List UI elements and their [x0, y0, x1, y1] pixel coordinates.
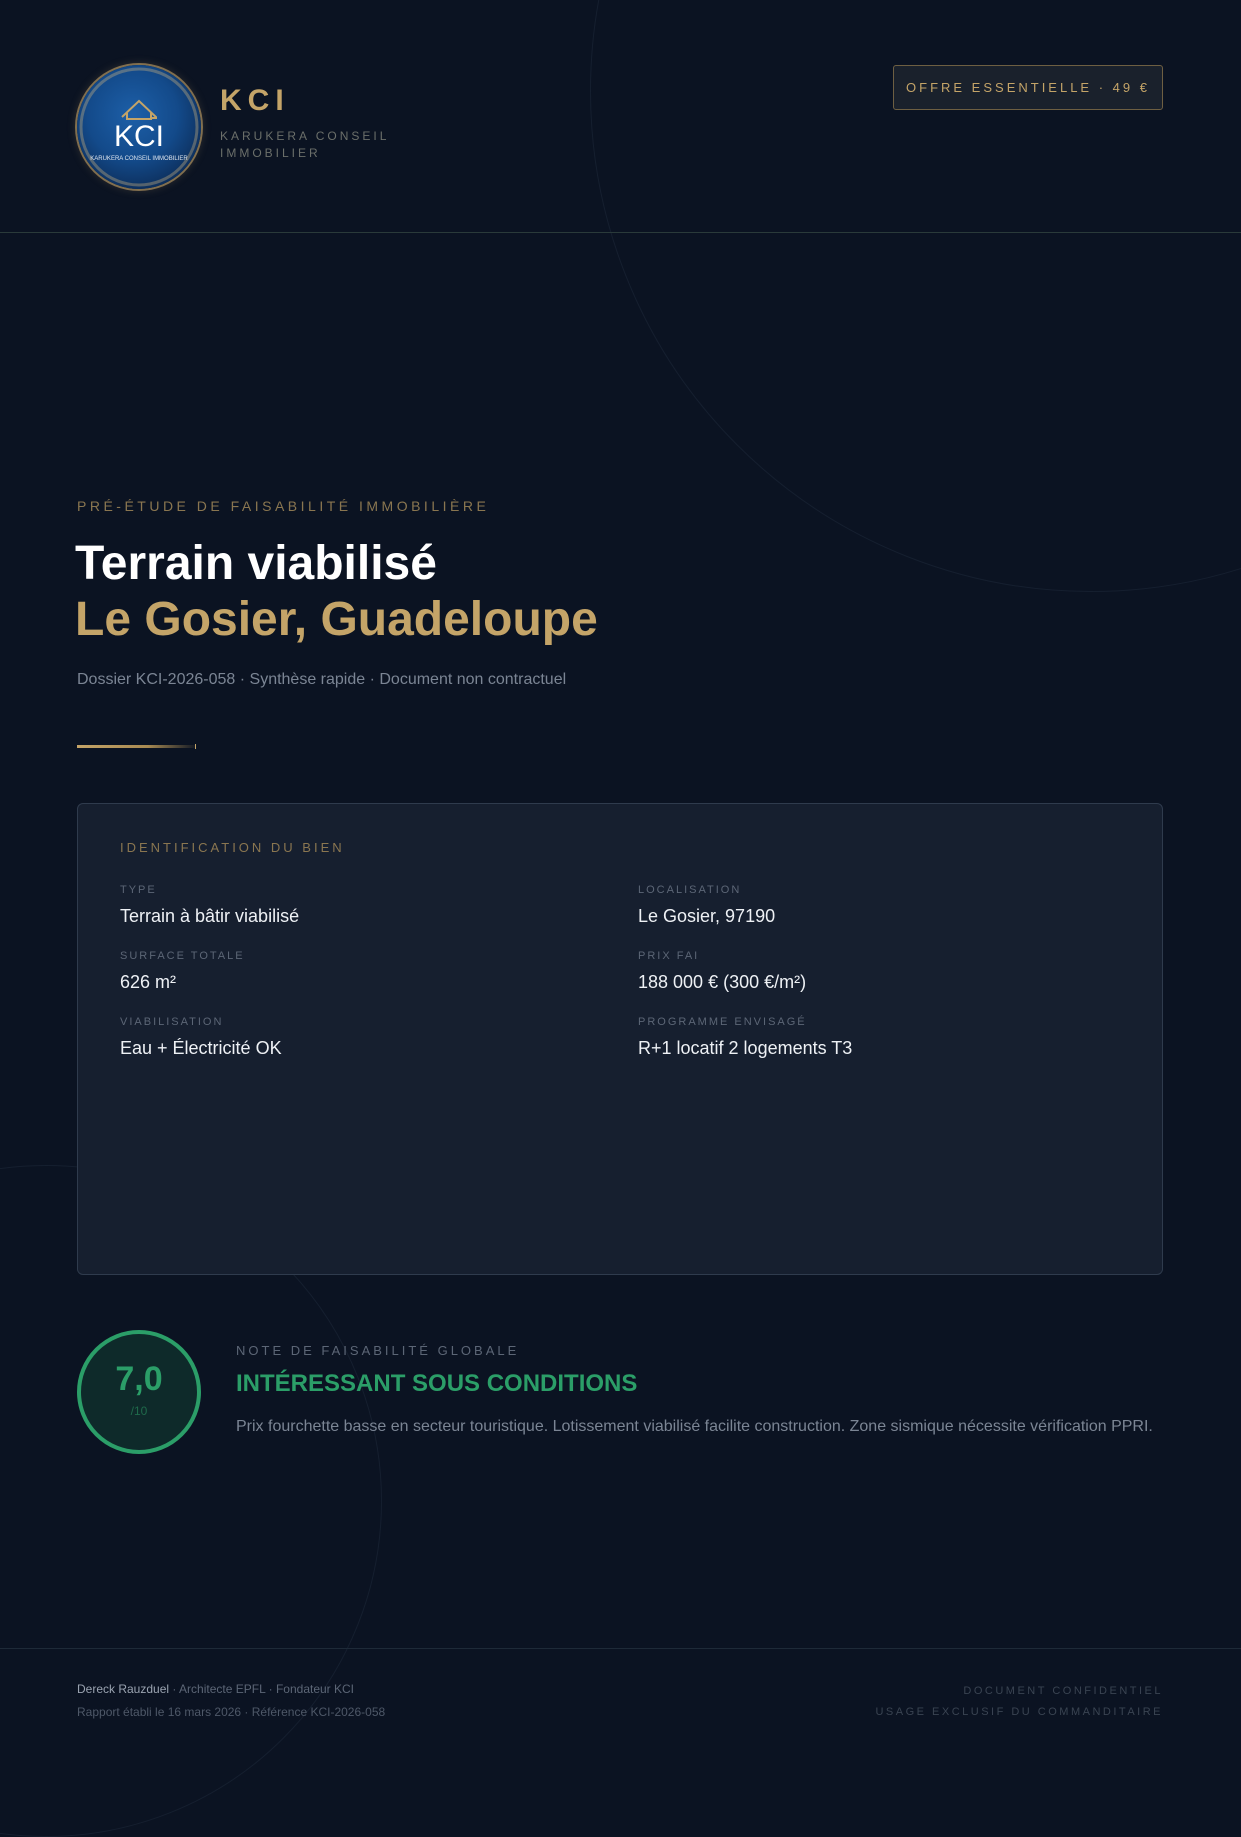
brand-name: KCI: [220, 84, 290, 117]
score-max: /10: [130, 1404, 148, 1418]
score-verdict: INTÉRESSANT SOUS CONDITIONS: [236, 1370, 638, 1397]
field-label: PROGRAMME ENVISAGÉ: [638, 1016, 807, 1028]
score-label: NOTE DE FAISABILITÉ GLOBALE: [236, 1343, 520, 1358]
footer-author: Dereck Rauzduel: [77, 1682, 170, 1696]
kci-logo: [77, 65, 201, 189]
field-value: 188 000 € (300 €/m²): [638, 972, 807, 992]
footer-report-line: Rapport établi le 16 mars 2026 · Référence KCI-2026-058: [77, 1705, 386, 1719]
gold-divider: [77, 745, 195, 748]
page-subtitle-location: Le Gosier, Guadeloupe: [75, 593, 598, 646]
score-gauge: [77, 1330, 201, 1454]
field-type: [120, 884, 600, 927]
field-value: Le Gosier, 97190: [638, 906, 776, 926]
score-value: 7,0: [115, 1360, 163, 1398]
field-prix: [638, 950, 1118, 993]
footer-usage: USAGE EXCLUSIF DU COMMANDITAIRE: [875, 1706, 1163, 1718]
svg-text:KARUKERA CONSEIL IMMOBILIER: KARUKERA CONSEIL IMMOBILIER: [90, 156, 188, 162]
field-value: Eau + Électricité OK: [120, 1038, 282, 1058]
page-header: [0, 0, 1241, 233]
field-programme: [638, 1016, 1118, 1059]
document-eyebrow: PRÉ-ÉTUDE DE FAISABILITÉ IMMOBILIÈRE: [77, 498, 490, 514]
offer-badge: OFFRE ESSENTIELLE · 49 €: [893, 65, 1163, 110]
field-label: PRIX FAI: [638, 950, 700, 962]
field-label: VIABILISATION: [120, 1016, 224, 1028]
field-label: LOCALISATION: [638, 884, 742, 896]
field-value: Terrain à bâtir viabilisé: [120, 906, 300, 926]
field-value: R+1 locatif 2 logements T3: [638, 1038, 853, 1058]
field-label: TYPE: [120, 884, 157, 896]
brand-subtitle: KARUKERA CONSEIL IMMOBILIER: [220, 129, 389, 160]
field-value: 626 m²: [120, 972, 177, 992]
dossier-reference: Dossier KCI-2026-058 · Synthèse rapide · Document non contractuel: [77, 671, 567, 688]
footer-author-line: [77, 1682, 354, 1696]
field-viabilisation: [120, 1016, 600, 1059]
identification-title: IDENTIFICATION DU BIEN: [120, 840, 345, 855]
identification-card: [77, 803, 1163, 1275]
footer-confidential: DOCUMENT CONFIDENTIEL: [963, 1685, 1163, 1697]
field-label: SURFACE TOTALE: [120, 950, 245, 962]
field-localisation: [638, 884, 1118, 927]
house-icon: [77, 65, 201, 189]
field-surface: [120, 950, 600, 993]
page-footer: [0, 1648, 1241, 1755]
page-title: Terrain viabilisé: [75, 537, 437, 590]
score-description: Prix fourchette basse en secteur touristique. Lotissement viabilisé facilite construction. Zone sismique nécessite vérification PPRI.: [236, 1418, 1153, 1435]
footer-author-role: · Architecte EPFL · Fondateur KCI: [169, 1682, 355, 1696]
svg-text:KCI: KCI: [113, 120, 165, 153]
